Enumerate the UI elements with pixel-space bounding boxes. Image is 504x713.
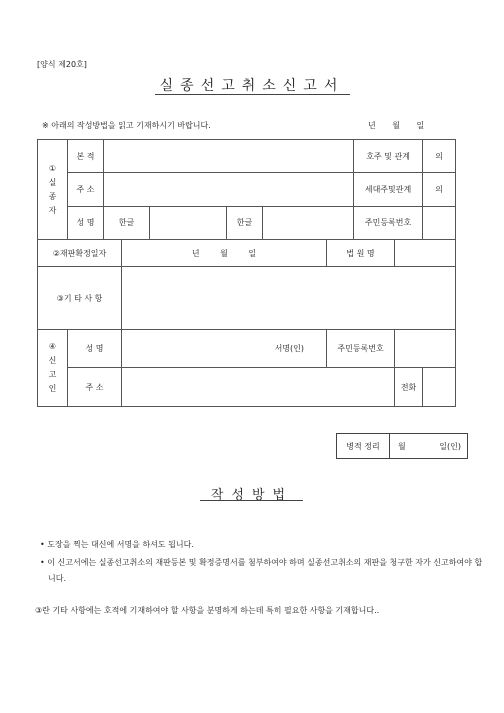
- instruction-notice: ※ 아래의 작성방법을 읽고 기재하시기 바랍니다.: [42, 121, 211, 130]
- title-underline: [155, 94, 350, 95]
- head-relation-field[interactable]: 의: [423, 173, 456, 206]
- trial-date-field[interactable]: 년 월 일: [122, 240, 327, 267]
- guide-title-underline: [200, 500, 303, 501]
- trial-date-label: ②재판확정일자: [38, 240, 122, 267]
- ledger-day-label: 일(인): [439, 441, 461, 451]
- court-name-field[interactable]: [395, 240, 456, 267]
- resident-number-label: 주민등록번호: [354, 206, 423, 239]
- household-relation-label: 호주 및 관계: [354, 140, 423, 173]
- ledger-label: 병적 정리: [337, 434, 390, 458]
- missing-person-section-label: ① 실 종 자: [38, 140, 68, 240]
- reporter-resident-number-field[interactable]: [395, 329, 456, 368]
- court-name-label: 법 원 명: [327, 240, 395, 267]
- report-form-table: [37, 139, 456, 407]
- name-chinese-field[interactable]: [263, 206, 354, 239]
- origin-field[interactable]: [104, 140, 354, 173]
- address-label: 주 소: [68, 173, 104, 206]
- ledger-month-label: 월: [398, 441, 406, 451]
- report-date: 년 월 일: [368, 121, 425, 130]
- guide-item-1: • 도장을 찍는 대신에 서명을 하셔도 됩니다.: [40, 540, 194, 549]
- reporter-phone-field[interactable]: [423, 368, 456, 407]
- household-relation-field[interactable]: 의: [423, 140, 456, 173]
- ledger-field[interactable]: [390, 434, 467, 458]
- reporter-section-label: ④ 신 고 인: [38, 329, 68, 406]
- hangul-label-1: 한글: [104, 206, 150, 239]
- form-number: [양식 제20호]: [37, 60, 87, 69]
- other-matters-field[interactable]: [122, 267, 456, 330]
- guide-title: 작성방법: [210, 488, 294, 503]
- reporter-address-label: 주 소: [68, 368, 122, 407]
- guide-item-2: • 이 신고서에는 실종선고취소의 재판등본 및 확정증명서를 첨부하여야 하며 실종선고취소의 재판을 청구한 자가 신고하여야 합니다.: [40, 558, 483, 583]
- guide-item-3: ③란 기타 사항에는 호적에 기재하여야 할 사항을 분명하게 하는데 특히 필요한 사항을 기재합니다..: [35, 606, 380, 615]
- ledger-box: [336, 433, 468, 459]
- resident-number-field[interactable]: [423, 206, 456, 239]
- name-label: 성 명: [68, 206, 104, 239]
- name-hangul-field[interactable]: [150, 206, 227, 239]
- reporter-address-field[interactable]: [122, 368, 395, 407]
- other-matters-label: ③기 타 사 항: [38, 267, 122, 330]
- hangul-label-2: 한글: [227, 206, 263, 239]
- reporter-resident-number-label: 주민등록번호: [327, 329, 395, 368]
- reporter-phone-label: 전화: [395, 368, 423, 407]
- head-relation-label: 세대주및관계: [354, 173, 423, 206]
- reporter-name-field[interactable]: 서명(인): [122, 329, 327, 368]
- reporter-name-label: 성 명: [68, 329, 122, 368]
- page-title: 실종선고취소신고서: [159, 78, 345, 94]
- origin-label: 본 적: [68, 140, 104, 173]
- address-field[interactable]: [104, 173, 354, 206]
